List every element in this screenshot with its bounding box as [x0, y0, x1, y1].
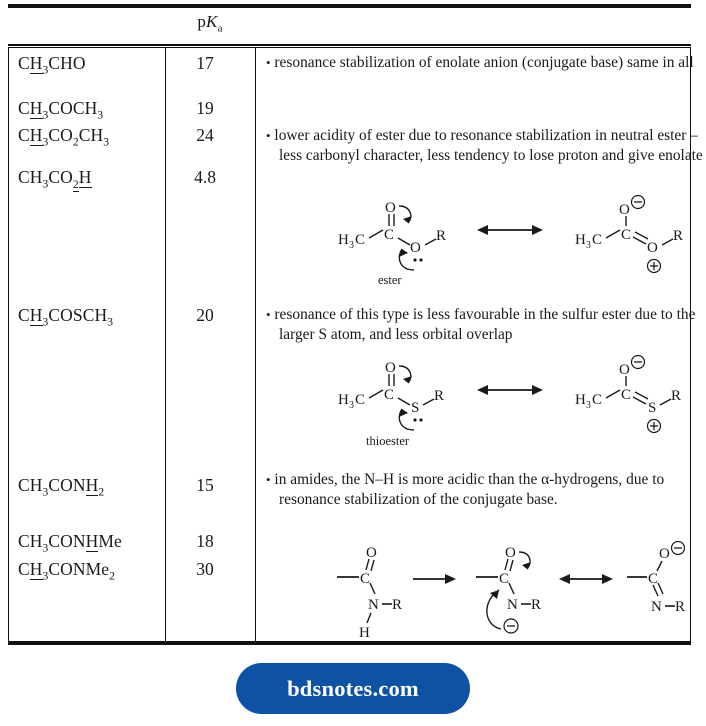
table-bottom-rule [8, 641, 691, 645]
ester-left-bond-o-r [425, 239, 436, 245]
ester-resonance-arrow [477, 225, 543, 235]
ester-left-lonepair-dot-2 [419, 258, 422, 261]
amide-s1-hydrogen: H [359, 625, 370, 641]
ester-scheme-svg [330, 194, 690, 289]
pka-value-row-5: 15 [196, 475, 214, 495]
amide-s1-bond-c-n [370, 583, 375, 594]
ester-left-lonepair-dot-1 [413, 258, 416, 261]
thioester-right-bond-s-r [660, 399, 671, 405]
ester-right-o-plus: O [647, 240, 658, 256]
amide-s1-co-bond-b [371, 560, 374, 571]
amide-resonance-arrow [559, 574, 613, 584]
amide-s2-r-group: R [531, 597, 542, 613]
thioester-left-carbonyl-o: O [385, 360, 396, 376]
ester-left-bond-c-o [398, 238, 410, 245]
thioester-left-center-c: C [384, 387, 395, 403]
pka-column-header [165, 12, 255, 34]
pka-table [8, 4, 703, 645]
thioester-right-methyl-h: H [575, 392, 586, 408]
formula-row-2: $CH_3CO_2CH_3$ [18, 125, 110, 149]
amide-s2-nitrogen: N [507, 597, 518, 613]
pka-value-row-7: 30 [196, 559, 214, 579]
pka-value-row-1: 19 [196, 98, 214, 118]
thioester-resonance-scheme [330, 354, 690, 449]
amide-scheme-svg [333, 541, 689, 641]
thioester-left-bond-s-r [423, 399, 434, 405]
note-bullet-2 [266, 305, 706, 345]
amide-s3-oxygen-minus: O [659, 546, 670, 562]
bullet-glyph-2: • [266, 307, 271, 322]
note-bullet-3 [266, 470, 679, 510]
pka-value-row-6: 18 [196, 531, 214, 551]
thioester-left-lonepair-dot-1 [413, 418, 416, 421]
formula-row-5: $CH_3CONH_2$ [18, 475, 105, 499]
thioester-right-center-c: C [621, 387, 632, 403]
thioester-left-r-group: R [434, 388, 445, 404]
ester-right-center-c: C [621, 227, 632, 243]
pka-value-row-2: 24 [196, 125, 214, 145]
table-header-rule [8, 44, 691, 48]
pka-prefix: p [197, 12, 207, 31]
pka-value-row-4: 20 [196, 305, 214, 325]
pka-value-row-3: 4.8 [194, 167, 216, 187]
amide-s3-r-group: R [675, 599, 686, 615]
thioester-left-bond-c-s [398, 398, 410, 405]
ester-left-methyl-sub: 3 [349, 240, 354, 251]
thioester-caption: thioester [366, 434, 410, 448]
ester-left-methyl-h: H [338, 232, 349, 248]
ester-right-bond-o-r [662, 239, 673, 245]
note-bullet-0 [266, 53, 706, 73]
bullet-glyph-3: • [266, 472, 271, 487]
note-text-3: in amides, the N–H is more acidic than the α-hydrogens, due to resonance stabilization of the conjugate base. [274, 471, 665, 509]
thioester-resonance-arrow [477, 385, 543, 395]
ester-right-bond-me-c [606, 230, 620, 238]
thioester-right-o-minus: O [619, 362, 630, 378]
amide-s3-cn-bond-b [658, 583, 663, 594]
ester-left-bond-me-c [369, 230, 383, 238]
thioester-right-bond-me-c [606, 390, 620, 398]
note-text-2: resonance of this type is less favourable in the sulfur ester due to the larger S atom, and less orbital overlap [274, 306, 696, 344]
thioester-right-cs-bond-b [635, 392, 648, 399]
thioester-right-cs-bond-a [633, 397, 646, 404]
bdsnotes-label: bdsnotes.com [287, 675, 419, 701]
formula-row-4: $CH_3COSCH_3$ [18, 305, 114, 329]
amide-s3-bond-c-o [657, 561, 662, 571]
formula-row-1: $CH_3COCH_3$ [18, 98, 104, 122]
ester-left-carbonyl-o: O [385, 200, 396, 216]
formula-row-0: $CH_3CHO$ [18, 53, 86, 77]
ester-right-methyl-sub: 3 [586, 240, 591, 251]
amide-s1-r-group: R [392, 597, 403, 613]
note-bullet-1 [266, 126, 706, 166]
pka-subscript: a [217, 22, 223, 35]
formula-row-3: $CH_3CO_2H$ [18, 167, 92, 191]
ester-right-r-group: R [673, 228, 684, 244]
amide-resonance-scheme [333, 541, 689, 641]
bullet-glyph-0: • [266, 55, 271, 70]
amide-s2-center-c: C [499, 571, 510, 587]
amide-s1-nitrogen: N [368, 597, 379, 613]
amide-reaction-arrow [413, 574, 456, 584]
thioester-left-methyl-sub: 3 [349, 400, 354, 411]
pka-italic-k: K [206, 12, 218, 31]
ester-right-co-bond-b [635, 232, 648, 239]
amide-s1-bond-n-h [367, 613, 371, 623]
thioester-left-lonepair-dot-2 [419, 418, 422, 421]
ester-caption: ester [378, 273, 402, 287]
ester-resonance-scheme [330, 194, 690, 289]
ester-left-ester-o: O [410, 240, 421, 256]
amide-s3-nitrogen: N [651, 599, 662, 615]
amide-s3-center-c: C [648, 571, 659, 587]
thioester-right-methyl-sub: 3 [586, 400, 591, 411]
thioester-left-methyl-c: C [355, 392, 366, 408]
ester-left-r-group: R [436, 228, 447, 244]
ester-right-methyl-c: C [592, 232, 603, 248]
column-divider-2 [255, 48, 256, 641]
bullet-glyph-1: • [266, 128, 271, 143]
amide-s1-carbonyl-o: O [366, 545, 377, 561]
bdsnotes-banner[interactable] [236, 663, 470, 714]
thioester-right-methyl-c: C [592, 392, 603, 408]
amide-s2-bond-c-n [509, 583, 514, 594]
ester-right-o-minus: O [619, 202, 630, 218]
thioester-right-sulfur-plus: S [648, 400, 657, 416]
ester-left-center-c: C [384, 227, 395, 243]
thioester-left-methyl-h: H [338, 392, 349, 408]
amide-s2-co-bond-b [510, 560, 513, 571]
ester-right-co-bond-a [633, 237, 646, 244]
amide-s1-center-c: C [360, 571, 371, 587]
formula-row-6: $CH_3CONHMe$ [18, 531, 122, 555]
table-top-rule [8, 4, 691, 8]
pka-value-row-0: 17 [196, 53, 214, 73]
note-text-1: lower acidity of ester due to resonance stabilization in neutral ester – less carbonyl character, less tendency to lose proton and give enolate [274, 127, 703, 165]
ester-right-methyl-h: H [575, 232, 586, 248]
ester-left-methyl-c: C [355, 232, 366, 248]
amide-s2-carbonyl-o: O [505, 545, 516, 561]
note-text-0: resonance stabilization of enolate anion (conjugate base) same in all [274, 54, 694, 71]
table-left-border [8, 48, 9, 641]
thioester-scheme-svg [330, 354, 690, 449]
thioester-left-sulfur: S [411, 400, 420, 416]
formula-row-7: $CH_3CONMe_2$ [18, 559, 116, 583]
thioester-right-r-group: R [671, 388, 682, 404]
thioester-left-bond-me-c [369, 390, 383, 398]
